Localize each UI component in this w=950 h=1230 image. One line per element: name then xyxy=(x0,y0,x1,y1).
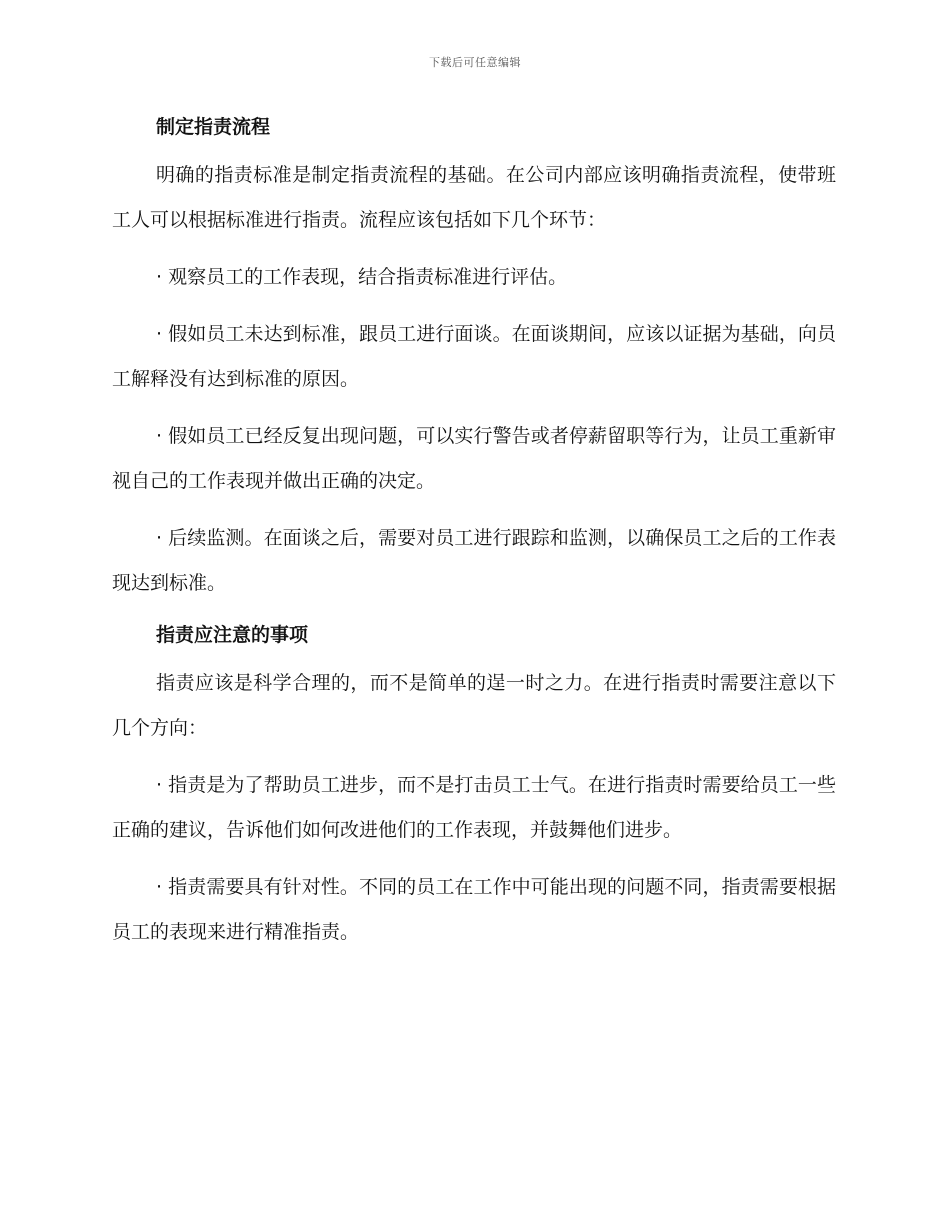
paragraph: 明确的指责标准是制定指责流程的基础。在公司内部应该明确指责流程，使带班工人可以根据标准进行指责。流程应该包括如下几个环节： xyxy=(112,164,836,231)
bullet-paragraph: · 假如员工未达到标准，跟员工进行面谈。在面谈期间，应该以证据为基础，向员工解释没有达到标准的原因。 xyxy=(112,323,836,390)
bullet-paragraph: · 指责是为了帮助员工进步，而不是打击员工士气。在进行指责时需要给员工一些正确的建议，告诉他们如何改进他们的工作表现，并鼓舞他们进步。 xyxy=(112,774,836,841)
bullet-paragraph: · 后续监测。在面谈之后，需要对员工进行跟踪和监测，以确保员工之后的工作表现达到标准。 xyxy=(112,527,836,594)
document-body xyxy=(112,110,836,955)
bullet-paragraph: · 指责需要具有针对性。不同的员工在工作中可能出现的问题不同，指责需要根据员工的表现来进行精准指责。 xyxy=(112,876,836,943)
section-title: 制定指责流程 xyxy=(156,116,271,138)
bullet-paragraph: · 假如员工已经反复出现问题，可以实行警告或者停薪留职等行为，让员工重新审视自己的工作表现并做出正确的决定。 xyxy=(112,425,836,492)
page-header: 下载后可任意编辑 xyxy=(429,56,521,69)
bullet-paragraph: · 观察员工的工作表现，结合指责标准进行评估。 xyxy=(156,266,568,288)
section-title: 指责应注意的事项 xyxy=(156,624,309,646)
paragraph: 指责应该是科学合理的，而不是简单的逞一时之力。在进行指责时需要注意以下几个方向： xyxy=(112,672,836,739)
